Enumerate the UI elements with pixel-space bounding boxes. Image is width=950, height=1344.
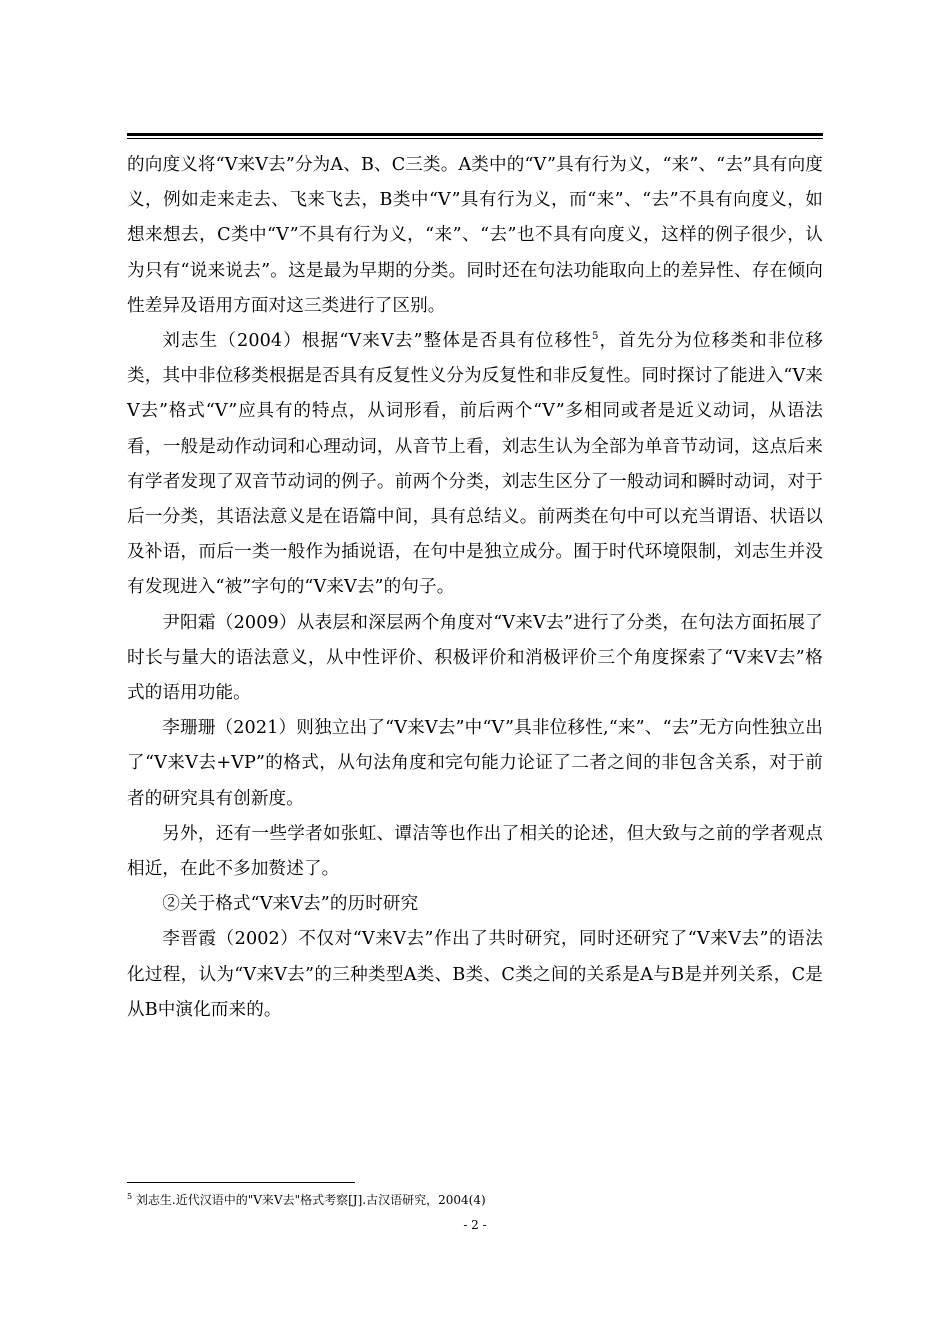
page-number: - 2 -: [463, 1218, 487, 1232]
footnote-mark: 5: [127, 1192, 133, 1201]
paragraph-4: 另外，还有一些学者如张虹、谭洁等也作出了相关的论述，但大致与之前的学者观点相近，在此不多加赘述了。: [127, 823, 823, 880]
section-heading-diachronic: ②关于格式“V来V去”的历时研究: [162, 894, 419, 915]
paragraph-1-text-before: 刘志生（2004）根据“V来V去”整体是否具有位移性: [162, 331, 593, 352]
footnote-separator: [127, 1182, 355, 1183]
footnote-text: 刘志生.近代汉语中的"V来V去"格式考察[J].古汉语研究，2004(4): [135, 1193, 486, 1207]
main-text: [127, 148, 823, 1028]
header-rule-thick: [127, 133, 823, 136]
paragraph-1-text-after: ，首先分为位移类和非位移类，其中非位移类根据是否具有反复性义分为反复性和非反复性。同时探讨了能进入“V来V去”格式“V”应具有的特点，从词形看，前后两个“V”多相同或者是近义动词，从语法看，一般是动作动词和心理动词，从音节上看，刘志生认为全部为单音节动词，这点后来有学者发现了双音节动词的例子。前两个分类，刘志生区分了一般动词和瞬时动词，对于后一分类，其语法意义是在语篇中间，具有总结义。前两类在句中可以充当谓语、状语以及补语，而后一类一般作为插说语，在句中是独立成分。囿于时代环境限制，刘志生并没有发现进入“被”字句的“V来V去”的句子。: [127, 331, 824, 598]
paragraph-2: 尹阳霜（2009）从表层和深层两个角度对“V来V去”进行了分类，在句法方面拓展了时长与量大的语法意义，从中性评价、积极评价和消极评价三个角度探索了“V来V去”格式的语用功能。: [127, 612, 823, 704]
paragraph-6: 李晋霞（2002）不仅对“V来V去”作出了共时研究，同时还研究了“V来V去”的语法化过程，认为“V来V去”的三种类型A类、B类、C类之间的关系是A与B是并列关系，C是从B中演化而来的。: [127, 929, 823, 1020]
paragraph-1: [127, 324, 823, 606]
footnote: [127, 1192, 823, 1208]
footnote-reference-mark[interactable]: 5: [592, 331, 599, 343]
paragraph-3: 李珊珊（2021）则独立出了“V来V去”中“V”具非位移性,“来”、“去”无方向性独立出了“V来V去+VP”的格式，从句法角度和完句能力论证了二者之间的非包含关系，对于前者的研究具有创新度。: [127, 718, 823, 809]
header-rule: [127, 133, 823, 139]
header-rule-thin: [127, 138, 823, 139]
paragraph-0: 的向度义将“V来V去”分为A、B、C三类。A类中的“V”具有行为义，“来”、“去”具有向度义，例如走来走去、飞来飞去，B类中“V”具有行为义，而“来”、“去”不具有向度义，如想来想去，C类中“V”不具有行为义，“来”、“去”也不具有向度义，这样的例子很少，认为只有“说来说去”。这是最为早期的分类。同时还在句法功能取向上的差异性、存在倾向性差异及语用方面对这三类进行了区别。: [127, 155, 823, 316]
